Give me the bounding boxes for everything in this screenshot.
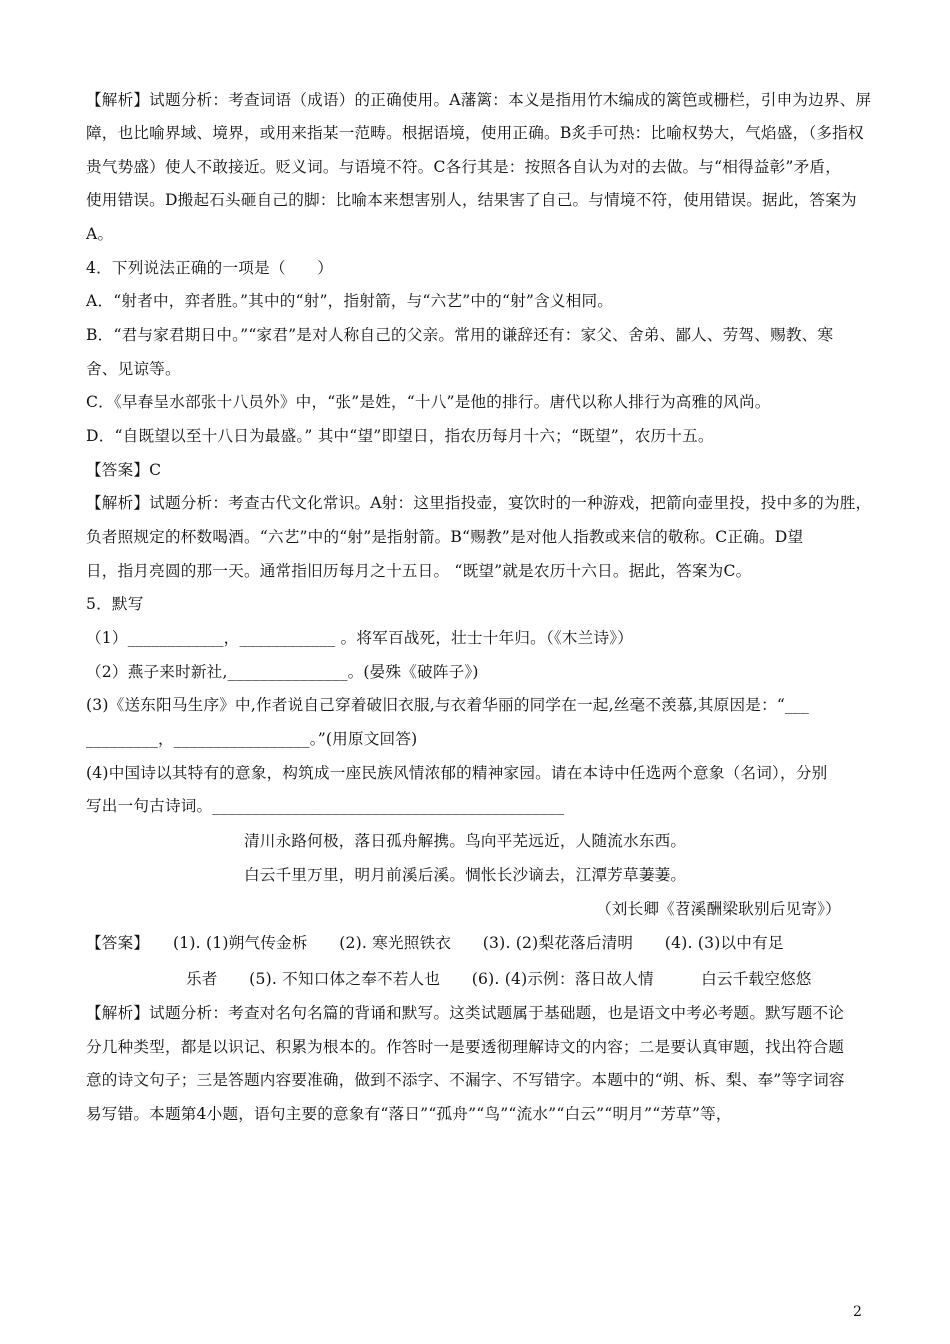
option-b: B．“君与家君期日中。”“家君”是对人称自己的父亲。常用的谦辞还有：家父、舍弟、鄙人、劳驾、赐教、寒 <box>86 326 834 344</box>
text-line: 贵气势盛）使人不敢接近。贬义词。与语境不符。C各行其是：按照各自认为对的去做。与“相得益彰”矛盾， <box>86 158 841 176</box>
text-line: 障，也比喻界域、境界，或用来指某一范畴。根据语境，使用正确。B炙手可热：比喻权势大，气焰盛，（多指权 <box>86 124 864 142</box>
text-line: 分几种类型，都是以识记、积累为根本的。作答时一是要透彻理解诗文的内容；二是要认真审题，找出符合题 <box>86 1038 845 1056</box>
question-5-3-cont: _________，_________________。”(用原文回答) <box>86 730 418 748</box>
text-line: 易写错。本题第4小题，语句主要的意象有“落日”“孤舟”“鸟”“流水”“白云”“明月”“芳草”等， <box>86 1105 732 1123</box>
text-line: 【解析】试题分析：考查词语（成语）的正确使用。A藩篱：本义是指用竹木编成的篱笆或栅栏，引申为边界、屏 <box>86 91 872 109</box>
text-line: A。 <box>86 225 114 243</box>
text-line: 负者照规定的杯数喝酒。“六艺”中的“射”是指射箭。B“赐教”是对他人指教或来信的敬称。C正确。D望 <box>86 528 804 546</box>
option-d: D．“自既望以至十八日为最盛。” 其中“望”即望日，指农历每月十六；“既望”，农历十五。 <box>86 427 714 445</box>
text-line: 【解析】试题分析：考查对名句名篇的背诵和默写。这类试题属于基础题，也是语文中考必考题。默写题不论 <box>86 1004 845 1022</box>
question-5-2: （2）燕子来时新社,_______________。(晏殊《破阵子》) <box>86 663 479 681</box>
option-c: C．《早春呈水部张十八员外》中，“张”是姓，“十八”是他的排行。唐代以称人排行为高雅的风尚。 <box>86 393 771 411</box>
answer-5-line1: 【答案】 (1). (1)朔气传金柝 (2). 寒光照铁衣 (3). (2)梨花落后清明 (4). (3)以中有足 <box>86 934 784 952</box>
answer-4: 【答案】C <box>86 461 162 479</box>
option-b-cont: 舍、见谅等。 <box>86 360 181 378</box>
question-5-stem: 5．默写 <box>86 595 144 613</box>
question-5-4: (4)中国诗以其特有的意象，构筑成一座民族风情浓郁的精神家园。请在本诗中任选两个意象（名词），分别 <box>86 764 828 782</box>
answer-5-line2: 乐者 (5). 不知口体之奉不若人也 (6). (4)示例：落日故人情 白云千载空悠悠 <box>186 970 812 988</box>
question-5-4-cont: 写出一句古诗词。____________________________________________ <box>86 797 565 815</box>
text-line: 【解析】试题分析：考查古代文化常识。A射：这里指投壶，宴饮时的一种游戏，把箭向壶里投，投中多的为胜， <box>86 494 872 512</box>
text-line: 使用错误。D搬起石头砸自己的脚：比喻本来想害别人，结果害了自己。与情境不符，使用错误。据此，答案为 <box>86 191 857 209</box>
question-5-3: (3)《送东阳马生序》中,作者说自己穿着破旧衣服,与衣着华丽的同学在一起,丝毫不羡慕,其原因是：“___ <box>86 696 810 714</box>
poem-source: （刘长卿《苕溪酬梁耿别后见寄》） <box>596 900 841 918</box>
option-a: A．“射者中，弈者胜。”其中的“射”，指射箭，与“六艺”中的“射”含义相同。 <box>86 292 614 310</box>
text-line: 意的诗文句子；三是答题内容要准确，做到不添字、不漏字、不写错字。本题中的“朔、柝、梨、奉”等字词容 <box>86 1071 845 1089</box>
page-number: 2 <box>853 1304 862 1320</box>
question-4-stem: 4．下列说法正确的一项是（ ） <box>86 259 334 277</box>
poem-line: 白云千里万里，明月前溪后溪。惆怅长沙谪去，江潭芳草萋萋。 <box>244 866 687 884</box>
question-5-1: （1）____________，____________ 。将军百战死，壮士十年归。（《木兰诗》） <box>86 629 634 647</box>
poem-line: 清川永路何极，落日孤舟解携。鸟向平芜远近，人随流水东西。 <box>244 832 687 850</box>
text-line: 日，指月亮圆的那一天。通常指旧历每月之十五日。 “既望”就是农历十六日。据此，答案为C。 <box>86 562 752 580</box>
